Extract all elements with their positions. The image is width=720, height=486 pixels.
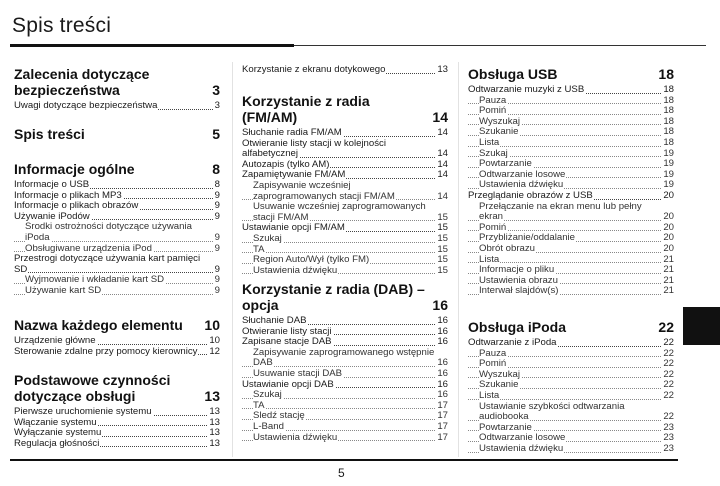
entry-title: Usuwanie wcześniej zaprogramowanych stacji FM/AM [253, 202, 426, 223]
entry-title: Informacje o pliku [479, 265, 555, 276]
section-page: 10 [204, 317, 220, 333]
entry-page: 14 [437, 159, 448, 170]
entry-page: 8 [214, 180, 220, 190]
page-title: Spis treści [12, 14, 112, 37]
entry-title: Autozapis (tylko AM) [242, 159, 330, 170]
section-title: Zalecenia dotyczące bezpieczeństwa [14, 66, 150, 98]
entry-page: 23 [663, 443, 674, 454]
entry-title: Obrót obrazu [479, 243, 535, 254]
toc-section [242, 93, 448, 276]
toc-entry [468, 402, 674, 423]
toc-entry [468, 159, 674, 170]
section-heading [242, 281, 448, 313]
section-page: 8 [212, 161, 220, 177]
entry-title: Korzystanie z ekranu dotykowego [242, 65, 386, 75]
column-divider [232, 62, 233, 457]
entry-title: Pierwsze uruchomienie systemu [14, 407, 152, 417]
toc-entry [242, 170, 448, 181]
entry-page: 18 [663, 127, 674, 138]
entry-title: TA [253, 400, 265, 411]
entry-page: 20 [663, 211, 674, 223]
toc-entry [242, 65, 448, 76]
toc-entry [14, 212, 220, 223]
section-page: 13 [204, 388, 220, 404]
entry-title: Informacje o USB [14, 180, 90, 190]
toc-entry [242, 422, 448, 433]
entry-page: 9 [214, 190, 220, 201]
entry-title: Szukaj [253, 233, 282, 244]
toc-entry [468, 233, 674, 244]
toc-entry [468, 338, 674, 349]
entry-page: 20 [663, 233, 674, 244]
toc-entry [242, 223, 448, 234]
toc-entry [242, 337, 448, 348]
toc-entry [14, 254, 220, 275]
entry-page: 20 [663, 222, 674, 233]
footer-rule [10, 459, 678, 461]
toc-entry [468, 149, 674, 160]
entry-page: 3 [214, 101, 220, 111]
toc-entry [468, 138, 674, 149]
toc-entry [14, 347, 220, 358]
entry-page: 18 [663, 106, 674, 117]
entry-title: Używanie kart SD [25, 285, 102, 296]
toc-section [468, 319, 674, 455]
entry-title: Pomiń [479, 222, 507, 233]
toc-entry [468, 359, 674, 370]
entry-title: Ustawianie szybkości odtwarzania audiobooka [479, 401, 625, 423]
section-page: 22 [658, 319, 674, 335]
toc-entry [14, 244, 220, 255]
entry-title: TA [253, 244, 265, 255]
entry-title: Obsługiwane urządzenia iPod [25, 243, 152, 254]
toc-entry [468, 286, 674, 297]
entry-page: 16 [437, 357, 448, 369]
entry-title: Ustawienia dźwięku [253, 432, 338, 443]
entry-page: 20 [663, 243, 674, 254]
entry-title: Ustawianie opcji DAB [242, 379, 334, 390]
toc-entry [468, 423, 674, 434]
section-title: Nazwa każdego elementu [14, 317, 183, 333]
entry-page: 15 [437, 223, 448, 234]
entry-page: 15 [437, 211, 448, 223]
entry-page: 16 [437, 316, 448, 326]
entry-title: Ustawienia dźwięku [479, 443, 564, 454]
toc-entry [14, 101, 220, 112]
toc-entry [468, 202, 674, 223]
chapter-tab-marker [683, 307, 720, 345]
entry-page: 16 [437, 368, 448, 379]
entry-title: Ustawienia obrazu [479, 275, 558, 286]
toc-entry [468, 370, 674, 381]
page-number: 5 [338, 466, 345, 480]
toc-entry [242, 202, 448, 223]
entry-page: 17 [437, 421, 448, 432]
entry-page: 22 [663, 359, 674, 370]
section-page: 16 [432, 297, 448, 313]
toc-entry [242, 390, 448, 401]
entry-page: 9 [214, 201, 220, 212]
entry-title: Zapamiętywanie FM/AM [242, 170, 346, 181]
entry-page: 19 [663, 180, 674, 191]
entry-page: 17 [437, 432, 448, 443]
column-divider [458, 62, 459, 457]
toc-entry [468, 191, 674, 202]
entry-title: Słuchanie DAB [242, 316, 307, 326]
entry-title: Zapisywanie zaprogramowanego wstępnie DAB [253, 347, 435, 369]
entry-page: 16 [437, 337, 448, 348]
entry-page: 10 [209, 336, 220, 346]
entry-page: 17 [437, 400, 448, 411]
entry-title: Szukaj [479, 148, 508, 159]
entry-title: Ustawienia dźwięku [253, 265, 338, 276]
toc-entry [242, 128, 448, 139]
entry-page: 22 [663, 390, 674, 401]
title-rule-thin [294, 45, 706, 46]
entry-page: 22 [663, 338, 674, 348]
entry-title: Powtarzanie [479, 422, 532, 433]
entry-page: 22 [663, 380, 674, 391]
entry-page: 18 [663, 137, 674, 148]
entry-title: Lista [479, 254, 500, 265]
section-heading [14, 161, 220, 177]
toc-entry [468, 223, 674, 234]
toc-entry [242, 433, 448, 444]
section-page: 14 [432, 109, 448, 125]
toc-entry [468, 106, 674, 117]
entry-page: 13 [209, 417, 220, 428]
entry-title: Regulacja głośności [14, 438, 100, 449]
section-title: Podstawowe czynności dotyczące obsługi [14, 372, 171, 404]
toc-entry [14, 428, 220, 439]
toc-entry [468, 117, 674, 128]
entry-page: 21 [663, 286, 674, 297]
toc-entry [242, 380, 448, 391]
entry-page: 15 [437, 255, 448, 266]
section-title: Obsługa USB [468, 66, 558, 82]
entry-title: Lista [479, 390, 500, 401]
toc-section [468, 66, 674, 297]
entry-title: Pauza [479, 95, 507, 106]
entry-page: 19 [663, 169, 674, 180]
entry-title: Przeglądanie obrazów z USB [468, 190, 593, 201]
entry-page: 12 [209, 346, 220, 357]
toc-entry [14, 439, 220, 450]
section-page: 5 [212, 126, 220, 142]
toc-entry [242, 181, 448, 202]
toc-entry [242, 139, 448, 160]
entry-title: Pomiń [479, 106, 507, 117]
section-heading [14, 66, 220, 98]
entry-title: Wyłączanie systemu [14, 428, 102, 439]
entry-title: Zapisane stacje DAB [242, 337, 332, 348]
entry-page: 19 [663, 148, 674, 159]
toc-section [242, 281, 448, 443]
entry-title: Interwał slajdów(s) [479, 286, 559, 297]
entry-title: Słuchanie radia FM/AM [242, 128, 342, 138]
section-heading [468, 66, 674, 82]
toc-entry [14, 180, 220, 191]
toc-section [14, 66, 220, 112]
entry-page: 19 [663, 159, 674, 170]
entry-title: Ustawienia dźwięku [479, 180, 564, 191]
toc-entry [242, 316, 448, 327]
entry-title: Sterowanie zdalne przy pomocy kierownicy [14, 346, 198, 357]
entry-page: 21 [663, 254, 674, 265]
toc-entry [468, 391, 674, 402]
toc-entry [14, 222, 220, 243]
entry-page: 22 [663, 369, 674, 380]
entry-title: Przybliżanie/oddalanie [479, 233, 575, 244]
section-heading [14, 317, 220, 333]
entry-title: Śledź stację [253, 411, 305, 422]
entry-page: 17 [437, 411, 448, 422]
toc-entry [468, 170, 674, 181]
toc-entry [468, 433, 674, 444]
entry-page: 9 [214, 211, 220, 222]
toc-section [14, 161, 220, 297]
entry-page: 14 [437, 190, 448, 202]
toc-entry [468, 276, 674, 287]
toc-entry [468, 444, 674, 455]
entry-title: Środki ostrożności dotyczące używania iPoda [25, 222, 192, 243]
entry-page: 9 [214, 275, 220, 286]
entry-title: Informacje o plikach MP3 [14, 190, 122, 201]
entry-page: 13 [209, 428, 220, 439]
toc-entry [14, 275, 220, 286]
entry-page: 16 [437, 390, 448, 401]
toc-entry [468, 265, 674, 276]
entry-page: 22 [663, 411, 674, 423]
entry-page: 9 [214, 285, 220, 296]
entry-page: 22 [663, 348, 674, 359]
entry-page: 16 [437, 379, 448, 390]
entry-page: 14 [437, 128, 448, 138]
entry-page: 18 [663, 85, 674, 95]
toc-entry [242, 348, 448, 369]
toc-section [14, 317, 220, 357]
entry-title: Urządzenie główne [14, 336, 96, 346]
entry-title: Pomiń [479, 359, 507, 370]
toc-section [14, 126, 220, 145]
section-heading [468, 319, 674, 335]
entry-title: Szukaj [253, 390, 282, 401]
entry-title: Lista [479, 137, 500, 148]
entry-page: 13 [209, 407, 220, 417]
entry-title: Przestrogi dotyczące używania kart pamięci SD [14, 254, 201, 275]
entry-title: Powtarzanie [479, 159, 532, 170]
entry-page: 14 [437, 148, 448, 160]
section-heading [14, 372, 220, 404]
entry-page: 15 [437, 265, 448, 276]
toc-entry [14, 286, 220, 297]
toc-entry [242, 401, 448, 412]
toc-section [14, 372, 220, 449]
entry-title: Zapisywanie wcześniej zaprogramowanych stacji FM/AM [253, 180, 395, 202]
entry-title: Odtwarzanie losowe [479, 169, 566, 180]
toc-entry [242, 234, 448, 245]
section-title: Korzystanie z radia (DAB) – opcja [242, 281, 425, 313]
entry-page: 15 [437, 244, 448, 255]
entry-page: 20 [663, 190, 674, 201]
entry-page: 21 [663, 275, 674, 286]
section-title: Spis treści [14, 126, 85, 142]
entry-page: 14 [437, 170, 448, 181]
entry-page: 9 [214, 263, 220, 275]
entry-page: 18 [663, 95, 674, 106]
toc-entry [242, 160, 448, 171]
entry-page: 13 [437, 65, 448, 75]
entry-title: L-Band [253, 421, 284, 432]
entry-page: 21 [663, 265, 674, 276]
entry-title: Odtwarzanie z iPoda [468, 338, 557, 348]
toc-entry [14, 191, 220, 202]
entry-title: Otwieranie listy stacji w kolejności alfabetycznej [242, 138, 386, 160]
title-rule [10, 44, 294, 47]
entry-title: Włączanie systemu [14, 417, 97, 428]
entry-page: 23 [663, 433, 674, 444]
section-title: Korzystanie z radia (FM/AM) [242, 93, 370, 125]
toc-entry [468, 96, 674, 107]
entry-title: Odtwarzanie losowe [479, 433, 566, 444]
toc-entry [468, 380, 674, 391]
entry-title: Pauza [479, 348, 507, 359]
entry-title: Używanie iPodów [14, 211, 90, 222]
entry-page: 9 [214, 243, 220, 254]
toc-entry [14, 418, 220, 429]
section-page: 3 [212, 82, 220, 98]
toc-entry [242, 411, 448, 422]
entry-page: 13 [209, 438, 220, 449]
toc-entry [242, 266, 448, 277]
toc-entry [468, 180, 674, 191]
toc-entry [468, 85, 674, 96]
toc-section [242, 65, 448, 76]
toc-entry [242, 245, 448, 256]
section-heading [242, 93, 448, 125]
section-title: Obsługa iPoda [468, 319, 567, 335]
entry-page: 15 [437, 233, 448, 244]
entry-title: Informacje o plikach obrazów [14, 201, 139, 212]
entry-title: Przełączanie na ekran menu lub pełny ekran [479, 201, 642, 223]
entry-title: Otwieranie listy stacji [242, 326, 332, 337]
entry-title: Szukanie [479, 380, 519, 391]
entry-page: 16 [437, 326, 448, 337]
entry-title: Uwagi dotyczące bezpieczeństwa [14, 101, 158, 111]
toc-entry [14, 201, 220, 212]
toc-entry [242, 369, 448, 380]
toc-entry [242, 255, 448, 266]
entry-title: Ustawianie opcji FM/AM [242, 223, 345, 234]
entry-title: Region Auto/Wył (tylko FM) [253, 255, 370, 266]
toc-entry [242, 327, 448, 338]
section-heading [14, 126, 220, 142]
entry-title: Wyszukaj [479, 369, 520, 380]
toc-entry [468, 244, 674, 255]
toc-entry [14, 336, 220, 347]
entry-page: 23 [663, 422, 674, 433]
entry-title: Szukanie [479, 127, 519, 138]
section-page: 18 [658, 66, 674, 82]
entry-title: Odtwarzanie muzyki z USB [468, 85, 585, 95]
entry-title: Wyszukaj [479, 116, 520, 127]
toc-entry [468, 349, 674, 360]
entry-title: Usuwanie stacji DAB [253, 368, 343, 379]
entry-title: Wyjmowanie i wkładanie kart SD [25, 275, 165, 286]
toc-entry [468, 255, 674, 266]
section-title: Informacje ogólne [14, 161, 135, 177]
toc-entry [468, 127, 674, 138]
entry-page: 18 [663, 116, 674, 127]
toc-entry [14, 407, 220, 418]
entry-page: 9 [214, 231, 220, 243]
